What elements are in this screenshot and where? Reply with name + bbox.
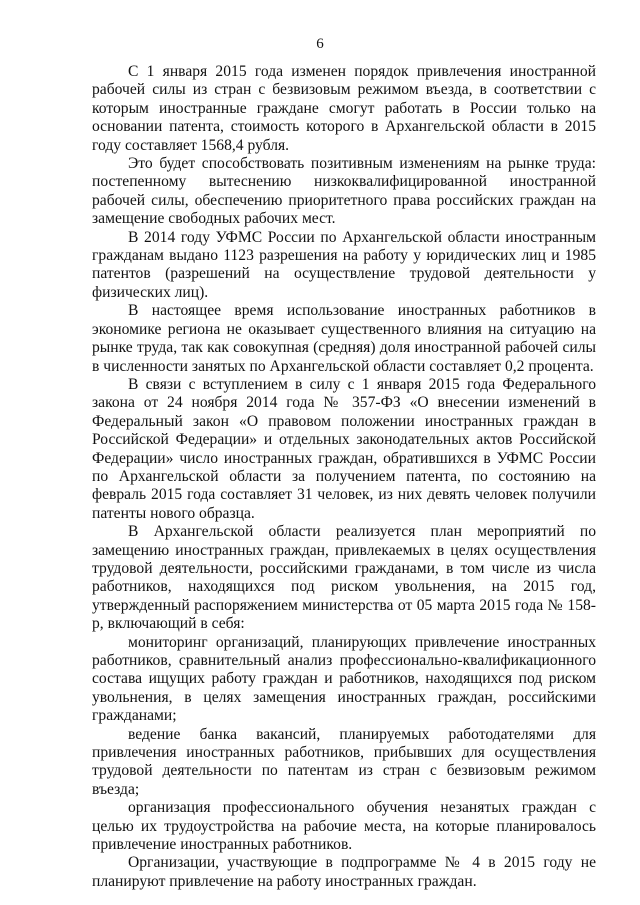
document-body	[92, 63, 596, 891]
paragraph-federal-law: В связи с вступлением в силу с 1 января 2015 года Федерального закона от 24 ноября 2014 года № 357-ФЗ «О внесении изменений в Федеральный закон «О правовом положении иностранных граждан в Российской Федерации» и отдельных законодательных актов Российской Федерации» число иностранных граждан, обратившихся в УФМС России по Архангельской области за получением патента, по состоянию на февраль 2015 года составляет 31 человек, из них девять человек получили патенты нового образца.	[92, 375, 596, 522]
paragraph-patent-procedure: С 1 января 2015 года изменен порядок привлечения иностранной рабочей силы из стран с безвизовым режимом въезда, в соответствии с которым иностранные граждане смогут работать в России только на основании патента, стоимость которого в Архангельской области в 2015 году составляет 1568,4 рубля.	[92, 63, 596, 154]
paragraph-foreign-labor-share: В настоящее время использование иностранных работников в экономике региона не оказывает существенного влияния на ситуацию на рынке труда, так как совокупная (средняя) доля иностранной рабочей силы в численности занятых по Архангельской области составляет 0,2 процента.	[92, 302, 596, 375]
list-item-vacancy-bank: ведение банка вакансий, планируемых работодателями для привлечения иностранных работников, прибывших для осуществления трудовой деятельности по патентам из стран с безвизовым режимом въезда;	[92, 725, 596, 798]
list-item-training: организация профессионального обучения незанятых граждан с целью их трудоустройства на рабочие места, на которые планировалось привлечение иностранных работников.	[92, 799, 596, 854]
list-item-monitoring: мониторинг организаций, планирующих привлечение иностранных работников, сравнительный анализ профессионально-квалификационного состава ищущих работу граждан и работников, находящихся под риском увольнения, в целях замещения иностранных граждан, российскими гражданами;	[92, 633, 596, 725]
paragraph-labor-market-effect: Это будет способствовать позитивным изменениям на рынке труда: постепенному вытеснению низкоквалифицированной иностранной рабочей силы, обеспечению приоритетного права российских граждан на замещение свободных рабочих мест.	[92, 155, 596, 228]
page-number: 6	[316, 36, 324, 52]
paragraph-permits-issued: В 2014 году УФМС России по Архангельской области иностранным гражданам выдано 1123 разрешения на работу у юридических лиц и 1985 патентов (разрешений на осуществление трудовой деятельности у физических лиц).	[92, 228, 596, 301]
paragraph-replacement-plan: В Архангельской области реализуется план мероприятий по замещению иностранных граждан, привлекаемых в целях осуществления трудовой деятельности, российскими гражданами, в том числе из числа работников, находящихся под риском увольнения, на 2015 год, утвержденный распоряжением министерства от 05 марта 2015 года № 158-р, включающий в себя:	[92, 523, 596, 633]
paragraph-closing: Организации, участвующие в подпрограмме № 4 в 2015 году не планируют привлечение на работу иностранных граждан.	[92, 854, 596, 890]
